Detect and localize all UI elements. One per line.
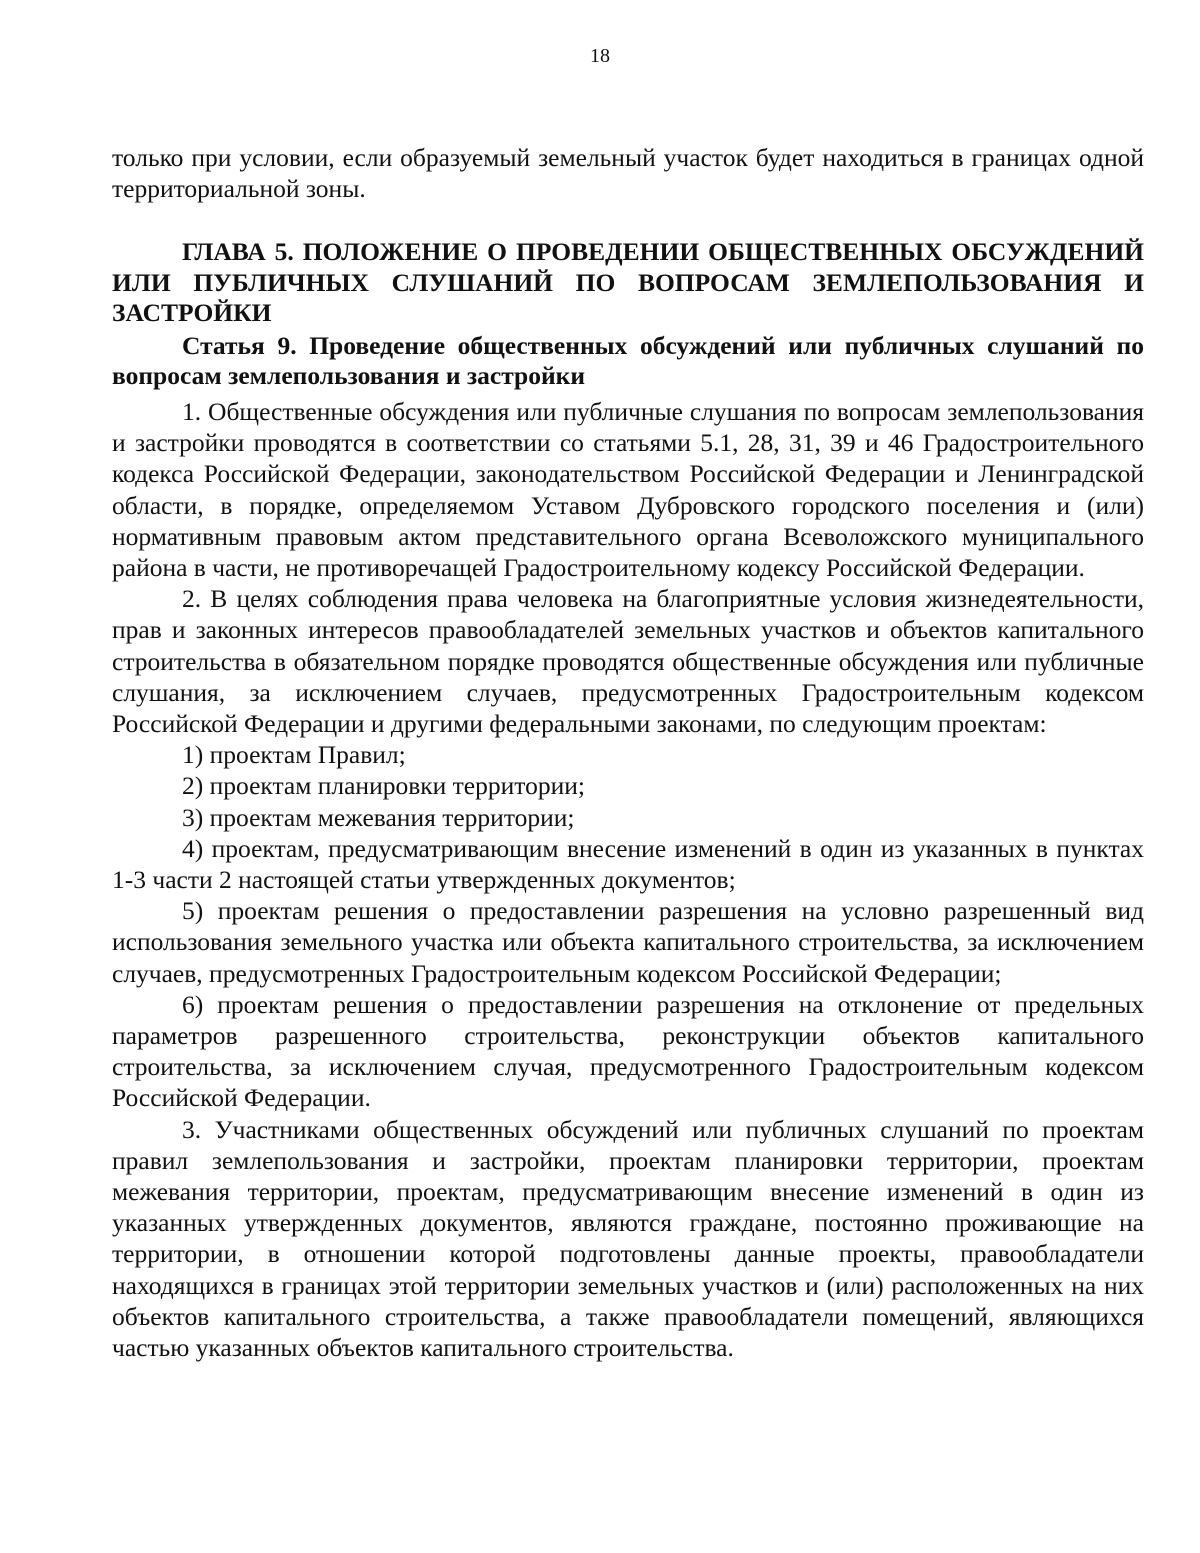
list-item-1: 1) проектам Правил; — [182, 740, 406, 770]
paragraph-3: 3. Участниками общественных обсуждений или публичных слушаний по проектам правил землепользования и застройки, проектам планировки территории, проектам межевания территории, проектам, предусматривающим внесение изменений в один из указанных утвержденных документов, являются граждане, постоянно проживающие на территории, в отношении которой подготовлены данные проекты, правообладатели находящихся в границах этой территории земельных участков и (или) расположенных на них объектов капитального строительства, а также правообладатели помещений, являющихся частью указанных объектов капитального строительства. — [112, 1114, 1144, 1362]
chapter-heading: ГЛАВА 5. ПОЛОЖЕНИЕ О ПРОВЕДЕНИИ ОБЩЕСТВЕННЫХ ОБСУЖДЕНИЙ ИЛИ ПУБЛИЧНЫХ СЛУШАНИЙ ПО ВОПРОСАМ ЗЕМЛЕПОЛЬЗОВАНИЯ И ЗАСТРОЙКИ — [112, 237, 1144, 328]
page-body — [112, 142, 1144, 1363]
page-number: 18 — [590, 45, 610, 67]
paragraph-2: 2. В целях соблюдения права человека на благоприятные условия жизнедеятельности, прав и законных интересов правообладателей земельных участков и объектов капитального строительства в обязательном порядке проводятся общественные обсуждения или публичные слушания, за исключением случаев, предусмотренных Градостроительным кодексом Российской Федерации и другими федеральными законами, по следующим проектам: — [112, 584, 1144, 738]
list-item-3: 3) проектам межевания территории; — [182, 802, 575, 832]
article-heading: Статья 9. Проведение общественных обсуждений или публичных слушаний по вопросам землепользования и застройки — [112, 330, 1144, 391]
paragraph-1: 1. Общественные обсуждения или публичные слушания по вопросам землепользования и застройки проводятся в соответствии со статьями 5.1, 28, 31, 39 и 46 Градостроительного кодекса Российской Федерации, законодательством Российской Федерации и Ленинградской области, в порядке, определяемом Уставом Дубровского городского поселения и (или) нормативным правовым актом представительного органа Всеволожского муниципального района в части, не противоречащей Градостроительному кодексу Российской Федерации. — [112, 396, 1144, 582]
list-item-4: 4) проектам, предусматривающим внесение изменений в один из указанных в пунктах 1-3 части 2 настоящей статьи утвержденных документов; — [112, 833, 1144, 894]
list-item-6: 6) проектам решения о предоставлении разрешения на отклонение от предельных параметров разрешенного строительства, реконструкции объектов капитального строительства, за исключением случая, предусмотренного Градостроительным кодексом Российской Федерации. — [112, 989, 1144, 1113]
list-item-5: 5) проектам решения о предоставлении разрешения на условно разрешенный вид использования земельного участка или объекта капитального строительства, за исключением случаев, предусмотренных Градостроительным кодексом Российской Федерации; — [112, 896, 1144, 988]
intro-paragraph: только при условии, если образуемый земельный участок будет находиться в границах одной территориальной зоны. — [112, 143, 1144, 204]
list-item-2: 2) проектам планировки территории; — [182, 771, 585, 801]
